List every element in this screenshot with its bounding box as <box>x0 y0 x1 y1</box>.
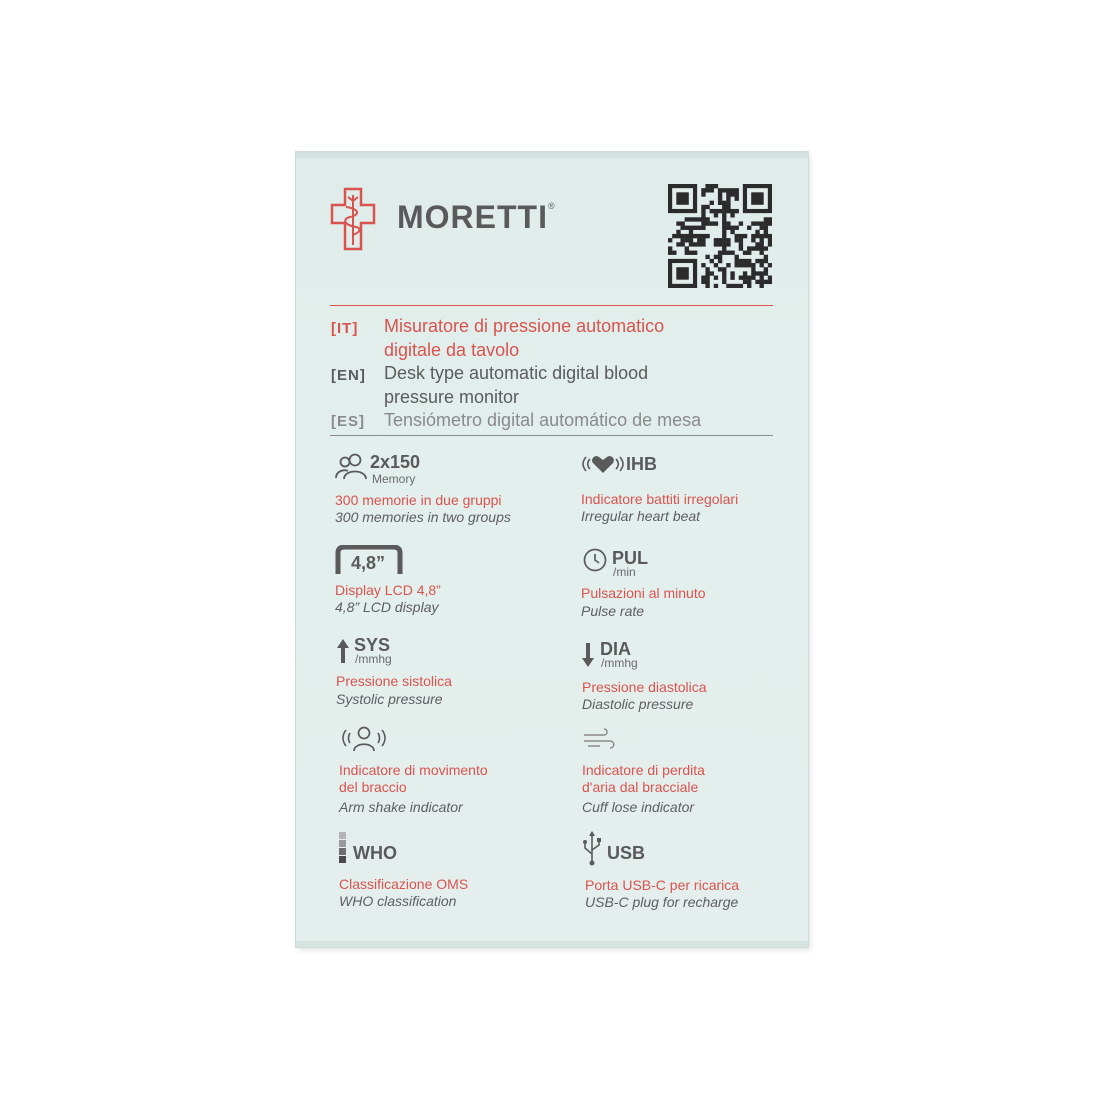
qr-module <box>735 284 739 288</box>
arm-it-line-1: Indicatore di movimento <box>339 762 488 778</box>
qr-module <box>730 192 734 196</box>
moretti-cross-logo-icon <box>330 187 376 251</box>
qr-module <box>735 192 739 196</box>
qr-module <box>685 217 689 221</box>
qr-module <box>768 263 772 267</box>
arm-it-line-2: del braccio <box>339 779 407 795</box>
qr-module <box>722 276 726 280</box>
qr-module <box>722 246 726 250</box>
title-it-line-2: digitale da tavolo <box>384 340 520 360</box>
qr-module <box>714 242 718 246</box>
qr-module <box>747 246 751 250</box>
qr-module <box>718 238 722 242</box>
qr-module <box>701 221 705 225</box>
qr-module <box>739 221 743 225</box>
usb-it: Porta USB-C per ricarica <box>585 877 740 893</box>
qr-module <box>705 234 709 238</box>
qr-module <box>705 255 709 259</box>
qr-module <box>751 267 755 271</box>
qr-module <box>714 255 718 259</box>
qr-module <box>764 259 768 263</box>
qr-module <box>755 280 759 284</box>
qr-module <box>743 234 747 238</box>
lang-code-it: [IT] <box>331 320 359 337</box>
qr-module <box>751 246 755 250</box>
qr-module <box>676 242 680 246</box>
qr-module <box>735 255 739 259</box>
qr-module <box>714 221 718 225</box>
who-title: WHO <box>353 843 397 863</box>
qr-module <box>710 201 714 205</box>
arm-en: Arm shake indicator <box>339 799 463 815</box>
memory-sub: Memory <box>372 472 416 486</box>
qr-module <box>705 271 709 275</box>
qr-module <box>710 271 714 275</box>
qr-module <box>668 238 672 242</box>
sys-it: Pressione sistolica <box>336 673 452 689</box>
qr-module <box>735 234 739 238</box>
qr-module <box>676 234 680 238</box>
qr-module <box>722 217 726 221</box>
qr-module <box>722 242 726 246</box>
sys-en: Systolic pressure <box>336 691 443 707</box>
qr-module <box>760 280 764 284</box>
qr-module <box>760 221 764 225</box>
qr-module <box>722 271 726 275</box>
qr-module <box>705 184 709 188</box>
title-es: Tensiómetro digital automático de mesa <box>384 410 702 430</box>
qr-module <box>755 271 759 275</box>
qr-module <box>710 259 714 263</box>
qr-module <box>718 196 722 200</box>
qr-module <box>705 267 709 271</box>
qr-module <box>755 259 759 263</box>
title-en-line-2: pressure monitor <box>384 387 520 407</box>
qr-module <box>764 221 768 225</box>
lang-code-es: [ES] <box>331 413 365 430</box>
usb-en: USB-C plug for recharge <box>585 894 739 910</box>
display-title: 4,8” <box>351 553 386 573</box>
cuff-it-line-2: d'aria dal bracciale <box>582 779 699 795</box>
qr-module <box>689 242 693 246</box>
qr-module <box>722 267 726 271</box>
qr-module <box>755 230 759 234</box>
grey-divider <box>330 435 773 436</box>
qr-module <box>714 184 718 188</box>
qr-module <box>726 263 730 267</box>
qr-module <box>764 217 768 221</box>
who-it: Classificazione OMS <box>339 876 469 892</box>
qr-module <box>730 188 734 192</box>
qr-module <box>689 226 693 230</box>
qr-module <box>726 242 730 246</box>
brand-text: MORETTI <box>397 199 548 235</box>
qr-module <box>701 209 705 213</box>
wind-icon <box>582 727 616 753</box>
qr-module <box>689 217 693 221</box>
sys-title: SYS <box>354 635 391 655</box>
qr-module <box>701 238 705 242</box>
ihb-en: Irregular heart beat <box>581 508 701 524</box>
qr-module <box>726 238 730 242</box>
display-it: Display LCD 4,8” <box>335 582 441 598</box>
qr-module <box>693 217 697 221</box>
qr-module <box>768 217 772 221</box>
qr-module <box>680 242 684 246</box>
qr-module <box>730 213 734 217</box>
title-en-line-1: Desk type automatic digital blood <box>384 363 649 383</box>
qr-module <box>693 242 697 246</box>
qr-module <box>739 276 743 280</box>
usb-icon <box>582 830 602 866</box>
qr-module <box>743 271 747 275</box>
cuff-en: Cuff lose indicator <box>582 799 695 815</box>
qr-module <box>668 251 672 255</box>
qr-module <box>735 263 739 267</box>
dia-it: Pressione diastolica <box>582 679 707 695</box>
qr-module <box>722 221 726 225</box>
sys-sub: /mmhg <box>355 652 392 666</box>
qr-module <box>722 226 726 230</box>
qr-module <box>722 234 726 238</box>
qr-module <box>697 238 701 242</box>
dia-en: Diastolic pressure <box>582 696 694 712</box>
qr-module <box>722 201 726 205</box>
qr-module <box>760 259 764 263</box>
dia-sub: /mmhg <box>601 656 638 670</box>
qr-module <box>705 280 709 284</box>
qr-module <box>730 226 734 230</box>
qr-module <box>701 188 705 192</box>
qr-finder-top-right <box>751 192 763 204</box>
qr-module <box>739 234 743 238</box>
qr-module <box>730 251 734 255</box>
clock-icon <box>582 547 608 573</box>
qr-module <box>726 209 730 213</box>
qr-module <box>689 251 693 255</box>
qr-module <box>726 284 730 288</box>
qr-module <box>726 226 730 230</box>
qr-module <box>747 259 751 263</box>
qr-finder-bottom-left <box>676 267 688 279</box>
qr-module <box>751 238 755 242</box>
qr-module <box>743 251 747 255</box>
qr-module <box>693 234 697 238</box>
lang-code-en: [EN] <box>331 367 366 384</box>
qr-module <box>705 205 709 209</box>
qr-module <box>714 238 718 242</box>
heart-wave-icon <box>581 453 625 475</box>
qr-module <box>685 238 689 242</box>
qr-module <box>676 230 680 234</box>
qr-module <box>689 230 693 234</box>
qr-module <box>751 271 755 275</box>
qr-module <box>726 188 730 192</box>
qr-module <box>760 271 764 275</box>
qr-module <box>705 276 709 280</box>
qr-module <box>701 226 705 230</box>
qr-module <box>701 276 705 280</box>
qr-module <box>768 242 772 246</box>
qr-module <box>726 196 730 200</box>
cuff-it-line-1: Indicatore di perdita <box>582 762 705 778</box>
ihb-it: Indicatore battiti irregolari <box>581 491 739 507</box>
qr-module <box>685 226 689 230</box>
qr-module <box>739 284 743 288</box>
memory-en: 300 memories in two groups <box>335 509 511 525</box>
qr-module <box>768 221 772 225</box>
qr-module <box>760 284 764 288</box>
qr-module <box>722 238 726 242</box>
qr-module <box>747 280 751 284</box>
memory-title: 2x150 <box>370 452 421 472</box>
qr-module <box>764 267 768 271</box>
qr-module <box>764 271 768 275</box>
qr-module <box>718 259 722 263</box>
qr-module <box>755 242 759 246</box>
qr-module <box>768 280 772 284</box>
qr-module <box>710 188 714 192</box>
qr-module <box>739 246 743 250</box>
qr-module <box>685 246 689 250</box>
qr-module <box>718 242 722 246</box>
qr-module <box>722 251 726 255</box>
qr-code <box>668 184 772 288</box>
qr-module <box>718 188 722 192</box>
users-icon <box>335 452 367 480</box>
qr-module <box>705 284 709 288</box>
qr-module <box>751 263 755 267</box>
qr-module <box>710 184 714 188</box>
qr-module <box>726 201 730 205</box>
qr-module <box>718 251 722 255</box>
qr-module <box>718 255 722 259</box>
qr-module <box>722 205 726 209</box>
qr-module <box>764 280 768 284</box>
qr-module <box>739 242 743 246</box>
qr-module <box>680 234 684 238</box>
qr-module <box>743 263 747 267</box>
qr-module <box>760 226 764 230</box>
qr-module <box>693 226 697 230</box>
qr-module <box>672 251 676 255</box>
person-wave-icon <box>340 724 388 752</box>
qr-module <box>722 280 726 284</box>
qr-finder-top-left <box>676 192 688 204</box>
pul-title: PUL <box>612 548 648 568</box>
qr-module <box>760 234 764 238</box>
qr-module <box>730 276 734 280</box>
qr-module <box>701 234 705 238</box>
ihb-title: IHB <box>626 454 657 474</box>
qr-module <box>680 221 684 225</box>
brand-name <box>397 199 556 236</box>
qr-module <box>747 284 751 288</box>
qr-module <box>735 238 739 242</box>
qr-module <box>743 280 747 284</box>
qr-module <box>701 217 705 221</box>
qr-module <box>710 209 714 213</box>
qr-module <box>755 246 759 250</box>
qr-module <box>701 213 705 217</box>
registered-mark: ® <box>547 201 556 211</box>
qr-module <box>751 276 755 280</box>
qr-module <box>768 234 772 238</box>
qr-module <box>726 251 730 255</box>
qr-module <box>714 213 718 217</box>
qr-module <box>747 251 751 255</box>
memory-it: 300 memorie in due gruppi <box>335 492 502 508</box>
qr-module <box>705 217 709 221</box>
qr-module <box>760 276 764 280</box>
pul-en: Pulse rate <box>581 603 645 619</box>
qr-module <box>743 259 747 263</box>
qr-module <box>705 188 709 192</box>
display-en: 4,8” LCD display <box>335 599 439 615</box>
qr-module <box>701 280 705 284</box>
qr-module <box>722 209 726 213</box>
qr-module <box>668 246 672 250</box>
qr-module <box>710 221 714 225</box>
qr-module <box>689 238 693 242</box>
qr-module <box>701 263 705 267</box>
qr-module <box>755 234 759 238</box>
qr-module <box>718 267 722 271</box>
qr-module <box>747 276 751 280</box>
qr-module <box>676 221 680 225</box>
qr-module <box>768 276 772 280</box>
arrow-down-icon <box>581 642 595 668</box>
qr-module <box>672 234 676 238</box>
usb-title: USB <box>607 843 646 863</box>
title-it-line-1: Misuratore di pressione automatico <box>384 316 665 336</box>
qr-module <box>768 238 772 242</box>
qr-module <box>764 246 768 250</box>
qr-module <box>764 234 768 238</box>
qr-module <box>730 284 734 288</box>
pul-sub: /min <box>613 565 636 579</box>
qr-module <box>726 221 730 225</box>
qr-module <box>760 246 764 250</box>
qr-module <box>751 234 755 238</box>
qr-module <box>697 226 701 230</box>
qr-module <box>760 251 764 255</box>
qr-module <box>730 271 734 275</box>
qr-module <box>747 226 751 230</box>
qr-module <box>764 230 768 234</box>
qr-module <box>701 205 705 209</box>
qr-module <box>718 192 722 196</box>
qr-module <box>743 276 747 280</box>
qr-module <box>739 263 743 267</box>
qr-module <box>726 192 730 196</box>
qr-module <box>739 259 743 263</box>
qr-module <box>722 213 726 217</box>
qr-module <box>705 221 709 225</box>
qr-module <box>718 201 722 205</box>
qr-module <box>730 209 734 213</box>
qr-module <box>685 251 689 255</box>
qr-module <box>764 255 768 259</box>
qr-module <box>735 259 739 263</box>
qr-module <box>697 217 701 221</box>
qr-module <box>714 209 718 213</box>
qr-module <box>680 226 684 230</box>
qr-module <box>693 251 697 255</box>
qr-module <box>714 263 718 267</box>
qr-module <box>701 242 705 246</box>
qr-module <box>730 230 734 234</box>
arrow-up-icon <box>336 638 350 664</box>
qr-module <box>685 234 689 238</box>
qr-module <box>760 263 764 267</box>
pul-it: Pulsazioni al minuto <box>581 585 706 601</box>
qr-module <box>697 242 701 246</box>
who-en: WHO classification <box>339 893 457 909</box>
qr-module <box>714 276 718 280</box>
qr-module <box>760 242 764 246</box>
qr-module <box>722 188 726 192</box>
qr-module <box>735 188 739 192</box>
qr-module <box>726 205 730 209</box>
qr-module <box>701 192 705 196</box>
qr-module <box>689 234 693 238</box>
qr-module <box>739 238 743 242</box>
qr-module <box>735 209 739 213</box>
qr-module <box>735 196 739 200</box>
qr-module <box>747 263 751 267</box>
qr-module <box>680 238 684 242</box>
red-divider <box>330 305 773 306</box>
dia-title: DIA <box>600 639 631 659</box>
qr-module <box>735 226 739 230</box>
who-bar-icon <box>339 832 347 864</box>
qr-module <box>751 221 755 225</box>
qr-module <box>755 221 759 225</box>
qr-module <box>718 209 722 213</box>
qr-module <box>722 230 726 234</box>
qr-module <box>714 284 718 288</box>
qr-module <box>764 226 768 230</box>
qr-module <box>697 234 701 238</box>
qr-module <box>760 238 764 242</box>
